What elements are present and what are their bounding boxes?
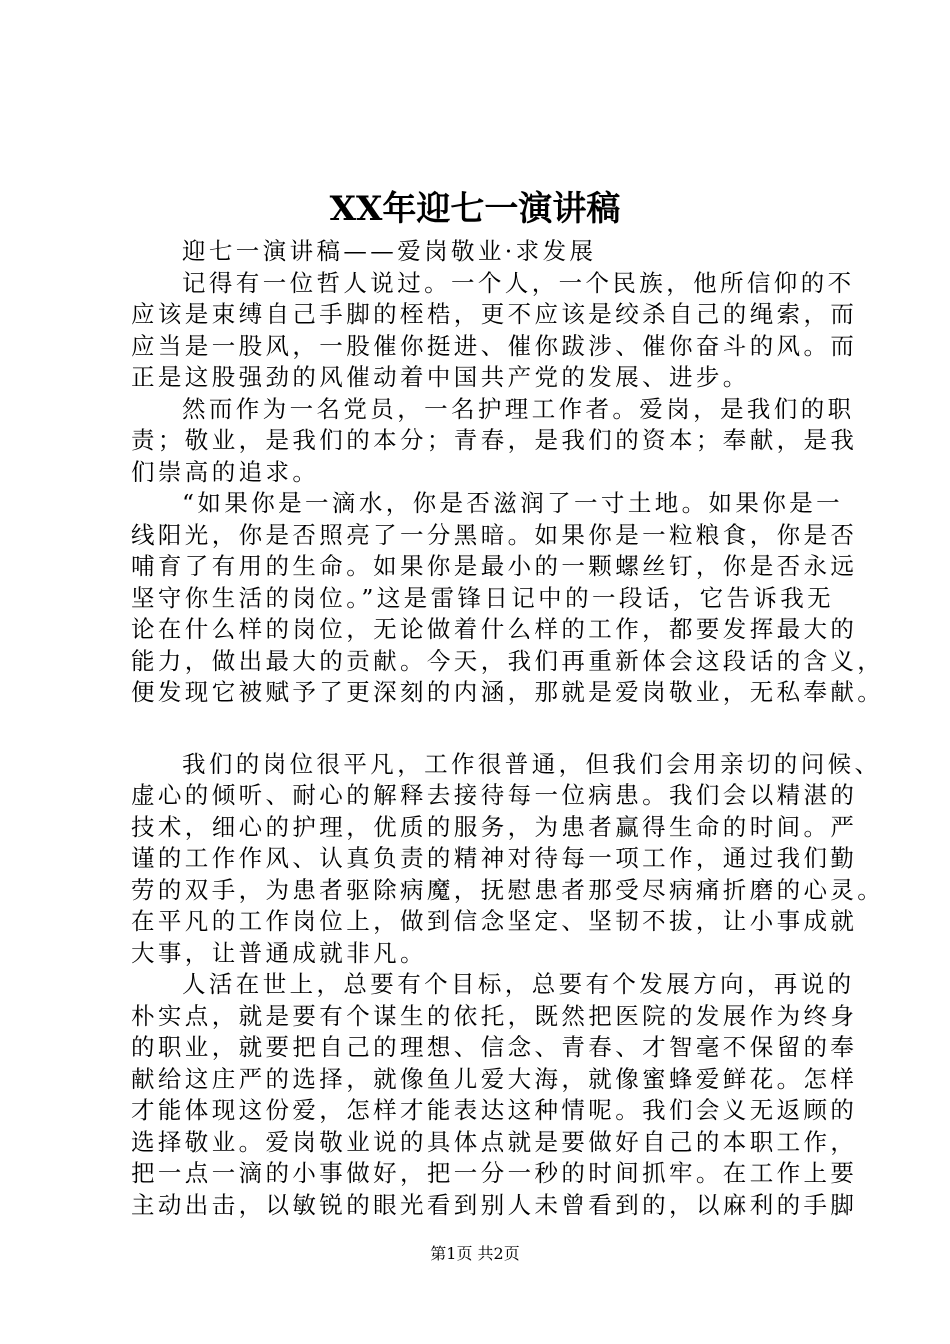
text-line: 坚守你生活的岗位。”这是雷锋日记中的一段话，它告诉我无 — [131, 583, 835, 612]
text-line: 能力，做出最大的贡献。今天，我们再重新体会这段话的含义， — [131, 646, 885, 675]
text-line: 便发现它被赋予了更深刻的内涵，那就是爱岗敬业，无私奉献。 — [131, 678, 885, 706]
text-line: 献给这庄严的选择，就像鱼儿爱大海，就像蜜蜂爱鲜花。怎样 — [131, 1064, 858, 1093]
text-line: 把一点一滴的小事做好，把一分一秒的时间抓牢。在工作上要 — [131, 1159, 858, 1187]
text-line: 在平凡的工作岗位上，做到信念坚定、坚韧不拔，让小事成就 — [131, 907, 858, 935]
text-line: 正是这股强劲的风催动着中国共产党的发展、进步。 — [131, 363, 750, 391]
text-line: 大事，让普通成就非凡。 — [131, 938, 427, 967]
text-line: 才能体现这份爱，怎样才能表达这种情呢。我们会义无返顾的 — [131, 1096, 858, 1124]
text-line: 虚心的倾听、耐心的解释去接待每一位病患。我们会以精湛的 — [131, 781, 858, 809]
text-line: 主动出击，以敏锐的眼光看到别人未曾看到的，以麻利的手脚 — [131, 1190, 858, 1219]
text-line: 应该是束缚自己手脚的桎梏，更不应该是绞杀自己的绳索，而 — [131, 300, 858, 328]
text-line: 谨的工作作风、认真负责的精神对待每一项工作，通过我们勤 — [131, 844, 858, 872]
text-line: 的职业，就要把自己的理想、信念、青春、才智毫不保留的奉 — [131, 1033, 858, 1061]
text-line: 我们的岗位很平凡，工作很普通，但我们会用亲切的问候、 — [182, 749, 882, 778]
text-line: 们崇高的追求。 — [131, 457, 320, 486]
text-line: 劳的双手，为患者驱除病魔，抚慰患者那受尽病痛折磨的心灵。 — [131, 875, 885, 904]
text-line: 人活在世上，总要有个目标，总要有个发展方向，再说的 — [182, 970, 855, 998]
text-line: 技术，细心的护理，优质的服务，为患者赢得生命的时间。严 — [131, 812, 858, 841]
document-title: XX年迎七一演讲稿 — [329, 189, 621, 229]
text-line: 朴实点，就是要有个谋生的依托，既然把医院的发展作为终身 — [131, 1001, 858, 1030]
text-line: 迎七一演讲稿——爱岗敬业·求发展 — [182, 237, 597, 265]
text-line: 线阳光，你是否照亮了一分黑暗。如果你是一粒粮食，你是否 — [131, 520, 858, 549]
text-line: 记得有一位哲人说过。一个人，一个民族，他所信仰的不 — [182, 268, 855, 297]
text-line: 然而作为一名党员，一名护理工作者。爱岗，是我们的职 — [182, 394, 855, 423]
text-line: 选择敬业。爱岗敬业说的具体点就是要做好自己的本职工作， — [131, 1127, 858, 1156]
text-line: “如果你是一滴水，你是否滋润了一寸土地。如果你是一 — [182, 489, 844, 517]
text-line: 应当是一股风，一股催你挺进、催你跋涉、催你奋斗的风。而 — [131, 331, 858, 360]
text-line: 责；敬业，是我们的本分；青春，是我们的资本；奉献，是我 — [131, 426, 858, 454]
text-line: 哺育了有用的生命。如果你是最小的一颗螺丝钉，你是否永远 — [131, 552, 858, 580]
page-footer: 第1页 共2页 — [430, 1244, 520, 1263]
document-body — [131, 236, 885, 1221]
paragraph-gap — [131, 709, 831, 749]
text-line: 论在什么样的岗位，无论做着什么样的工作，都要发挥最大的 — [131, 615, 858, 643]
